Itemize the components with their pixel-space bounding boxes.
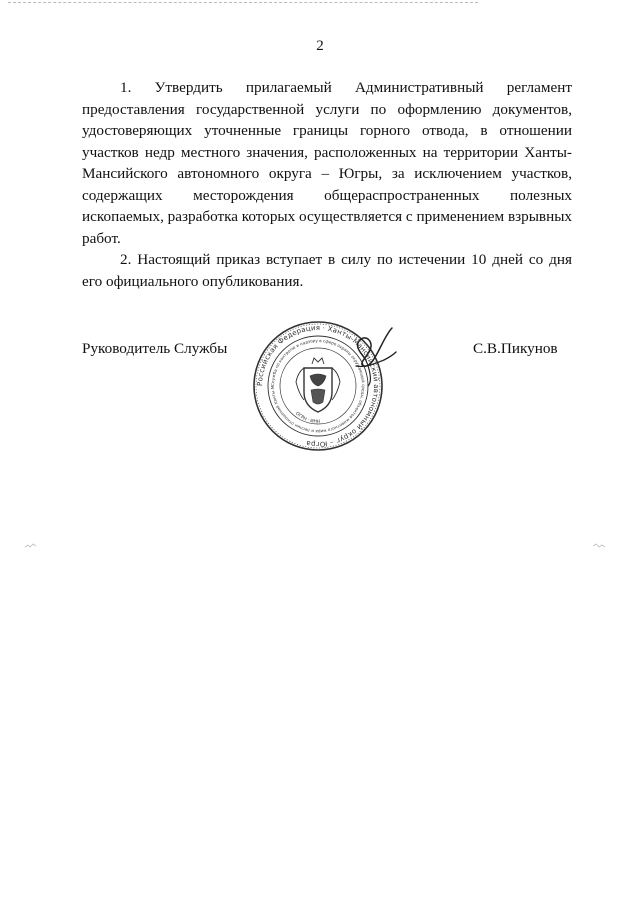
paragraph-2: 2. Настоящий приказ вступает в силу по истечении 10 дней со дня его официального опубликования.	[82, 251, 572, 290]
scan-edge-line	[8, 2, 478, 3]
document-body	[82, 77, 572, 292]
scan-speck-right	[592, 542, 606, 550]
seal-inner-text: Служба по контролю и надзору в сфере охраны окружающей среды, объектов животного мира и лесных отношений Ханты-М	[269, 337, 367, 435]
paragraph-1: 1. Утвердить прилагаемый Административный регламент предоставления государственной услуги по оформлению документов, удостоверяющих уточненные границы горного отвода, в отношении участков недр местного значения, расположенных на территории Ханты-Мансийского автономного округа – Югры, за исключением участков, содержащих месторождения общераспространенных полезных ископаемых, разработка которых осуществляется с применением взрывных работ.	[82, 79, 573, 247]
signatory-name: С.В.Пикунов	[473, 340, 558, 357]
page-number: 2	[316, 38, 324, 54]
svg-text:ОГРН · ИНН	[294, 411, 320, 425]
handwritten-signature	[330, 322, 400, 390]
scan-speck-left	[24, 542, 38, 550]
seal-bottom-text: ОГРН · ИНН	[294, 411, 321, 425]
signatory-title: Руководитель Службы	[82, 340, 228, 357]
seal-outer-text: Российская Федерация · Ханты-Мансийский автономный округ – Югра	[255, 323, 381, 449]
